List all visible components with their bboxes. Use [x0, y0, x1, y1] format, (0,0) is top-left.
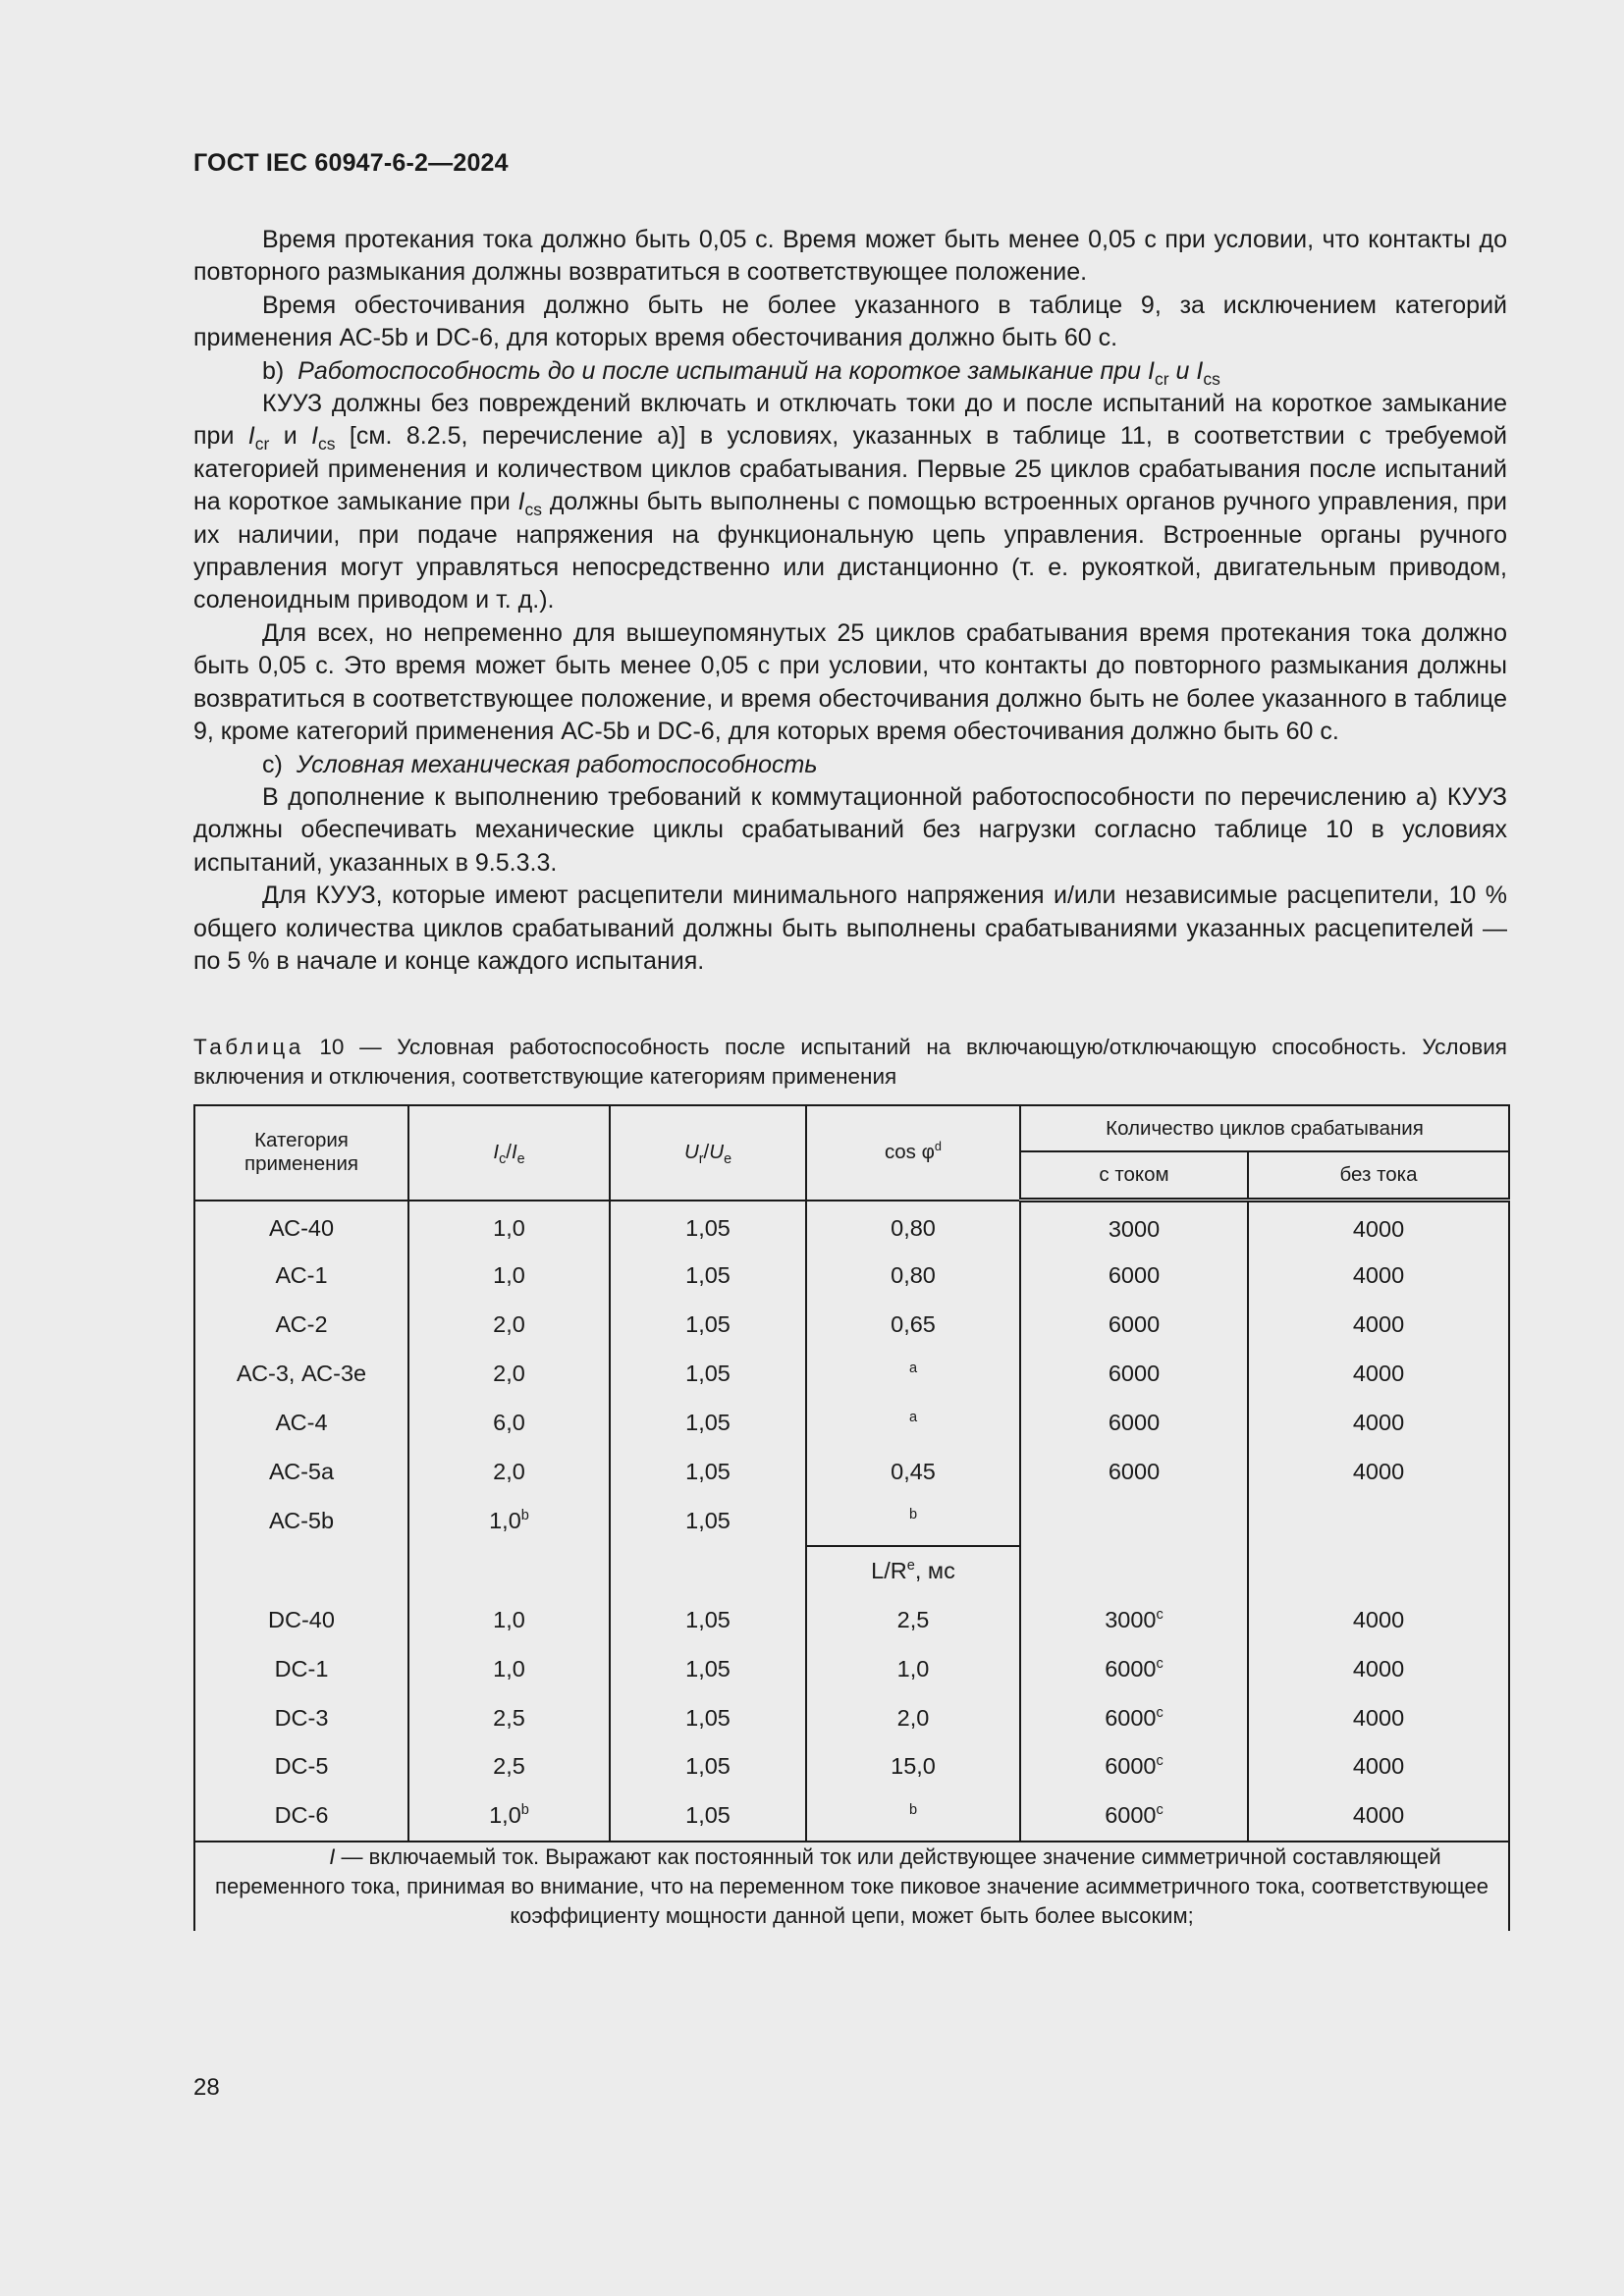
cell-ur: 1,05: [610, 1201, 806, 1253]
paragraph: В дополнение к выполнению требований к коммутационной работоспособности по перечислению а) КУУЗ должны обеспечивать механические циклы срабатываний без нагрузки согласно таблице 10 в условиях испытаний, указанных в 9.5.3.3.: [193, 782, 1507, 877]
table-row: [194, 1791, 1509, 1842]
cell-cat: DC-3: [194, 1693, 408, 1742]
cell-with: 6000$^c$: [1020, 1742, 1248, 1791]
cell-without: 4000: [1248, 1742, 1509, 1791]
page-number: 28: [193, 2074, 220, 2101]
table-row: [194, 1201, 1509, 1253]
cell-without: 4000: [1248, 1252, 1509, 1301]
cell-with: 6000$^c$: [1020, 1644, 1248, 1693]
cell-ic: 2,5: [408, 1693, 610, 1742]
cell-pf: 2,5: [806, 1596, 1020, 1645]
cell-with: 6000: [1020, 1447, 1248, 1496]
paragraph: Для КУУЗ, которые имеют расцепители минимального напряжения и/или независимые расцепители, 10 % общего количества циклов срабатываний должны быть выполнены срабатываниями указанных расцепителей — по 5 % в начале и конце каждого испытания.: [193, 881, 1507, 975]
cell-without: 4000: [1248, 1693, 1509, 1742]
cell-pf: 2,0: [806, 1693, 1020, 1742]
paragraph: Время обесточивания должно быть не более указанного в таблице 9, за исключением категорий применения АС-5b и DC-6, для которых время обесточивания должно быть 60 с.: [193, 291, 1507, 352]
table-row: [194, 1398, 1509, 1447]
cell-pf: a: [806, 1398, 1020, 1447]
cell-with: 6000: [1020, 1398, 1248, 1447]
table-note: I — включаемый ток. Выражают как постоянный ток или действующее значение симметричной составляющей переменного тока, принимая во внимание, что на переменном токе пиковое значение асимметричного тока, соответствующее коэффициенту мощности данной цепи, может быть более высоким;: [194, 1842, 1509, 1931]
cell-with: 3000$^c$: [1020, 1596, 1248, 1645]
cell-ic: 1,0$^b$: [408, 1496, 610, 1546]
cell-ic: 1,0: [408, 1201, 610, 1253]
cell-ur: 1,05: [610, 1644, 806, 1693]
cell-without: 4000: [1248, 1596, 1509, 1645]
header-voltage-ratio: $U_r/U_e$: [610, 1105, 806, 1201]
table-row: [194, 1742, 1509, 1791]
paragraph: Для всех, но непременно для вышеупомянутых 25 циклов срабатывания время протекания тока должно быть 0,05 с. Это время может быть менее 0,05 с при условии, что контакты до повторного размыкания должны возвратиться в соответствующее положение, и время обесточивания должно быть не более указанного в таблице 9, кроме категорий применения АС-5b и DC-6, для которых время обесточивания должно быть 60 с.: [193, 618, 1507, 746]
cell-without: 4000: [1248, 1201, 1509, 1253]
cell-ic: 1,0: [408, 1644, 610, 1693]
cell-with: 3000: [1020, 1201, 1248, 1253]
table-row: [194, 1350, 1509, 1399]
cell-without: 4000: [1248, 1447, 1509, 1496]
paragraph: Время протекания тока должно быть 0,05 с. Время может быть менее 0,05 с при условии, что контакты до повторного размыкания должны возвратиться в соответствующее положение.: [193, 226, 1507, 287]
header-category: Категория применения: [194, 1105, 408, 1201]
cell-ur: 1,05: [610, 1301, 806, 1350]
cell-ur: 1,05: [610, 1693, 806, 1742]
cell-cat: DC-6: [194, 1791, 408, 1842]
table-caption: Таблица 10 — Условная работоспособность после испытаний на включающую/отключающую способность. Условия включения и отключения, соответствующие категориям применения: [193, 1035, 1507, 1089]
cell-with: 6000$^c$: [1020, 1693, 1248, 1742]
cell-pf: b: [806, 1791, 1020, 1842]
header-current-ratio: $I_c/I_e$: [408, 1105, 610, 1201]
cell-cat: DC-40: [194, 1596, 408, 1645]
cell-without: 4000: [1248, 1350, 1509, 1399]
cell-cat: DC-5: [194, 1742, 408, 1791]
table-row: [194, 1596, 1509, 1645]
cell-pf: b: [806, 1496, 1020, 1546]
cell-ur: 1,05: [610, 1398, 806, 1447]
cell-ur: 1,05: [610, 1742, 806, 1791]
cell-ur: 1,05: [610, 1791, 806, 1842]
cell-with: 6000: [1020, 1301, 1248, 1350]
cell-cat: АС-1: [194, 1252, 408, 1301]
document-header: ГОСТ IEC 60947-6-2—2024: [193, 149, 509, 177]
cell-pf: 0,80: [806, 1252, 1020, 1301]
cell-without: 4000: [1248, 1791, 1509, 1842]
cell-ic: 6,0: [408, 1398, 610, 1447]
cell-without: 4000: [1248, 1301, 1509, 1350]
cell-with: 6000: [1020, 1350, 1248, 1399]
header-with-current: с током: [1020, 1151, 1248, 1201]
cell-pf: 0,80: [806, 1201, 1020, 1253]
header-cycles: Количество циклов срабатывания: [1020, 1105, 1509, 1151]
cell-ic: 2,0: [408, 1301, 610, 1350]
cell-pf: 0,45: [806, 1447, 1020, 1496]
cell-ic: 2,0: [408, 1447, 610, 1496]
header-without-current: без тока: [1248, 1151, 1509, 1201]
table-row: [194, 1447, 1509, 1496]
lr-subheader: $L/R^e$, мс: [806, 1546, 1020, 1596]
body-text: [193, 224, 1507, 978]
lr-subheader-row: [194, 1546, 1509, 1596]
cell-ur: 1,05: [610, 1596, 806, 1645]
cell-ic: 2,0: [408, 1350, 610, 1399]
cell-without: [1248, 1496, 1509, 1546]
cell-ic: 1,0: [408, 1596, 610, 1645]
cell-cat: DC-1: [194, 1644, 408, 1693]
cell-cat: АС-40: [194, 1201, 408, 1253]
cell-ic: 1,0: [408, 1252, 610, 1301]
cell-pf: 0,65: [806, 1301, 1020, 1350]
cell-with: 6000$^c$: [1020, 1791, 1248, 1842]
cell-with: [1020, 1496, 1248, 1546]
table-row: [194, 1693, 1509, 1742]
cell-ur: 1,05: [610, 1350, 806, 1399]
subsection-c-heading: c) Условная механическая работоспособность: [262, 750, 818, 778]
table-row: [194, 1496, 1509, 1546]
cell-cat: АС-4: [194, 1398, 408, 1447]
conditions-table: [193, 1104, 1510, 1931]
cell-ic: 1,0$^b$: [408, 1791, 610, 1842]
cell-ur: 1,05: [610, 1496, 806, 1546]
table-row: [194, 1644, 1509, 1693]
cell-cat: АС-3, АС-3е: [194, 1350, 408, 1399]
cell-pf: 15,0: [806, 1742, 1020, 1791]
cell-without: 4000: [1248, 1398, 1509, 1447]
cell-cat: АС-5а: [194, 1447, 408, 1496]
cell-cat: АС-2: [194, 1301, 408, 1350]
paragraph: КУУЗ должны без повреждений включать и отключать токи до и после испытаний на короткое замыкание при $I_{cr}$ и $I_{cs}$ [см. 8.2.5, перечисление а)] в условиях, указанных в таблице 11, в соответствии с требуемой категорией применения и количеством циклов срабатывания. Первые 25 циклов срабатывания после испытаний на короткое замыкание при $I_{cs}$ должны быть выполнены с помощью встроенных органов ручного управления, при их наличии, при подаче напряжения на функциональную цепь управления. Встроенные органы ручного управления могут управляться непосредственно или дистанционно (т. е. рукояткой, двигательным приводом, соленоидным приводом и т. д.).: [193, 390, 1508, 614]
table-row: [194, 1252, 1509, 1301]
cell-ic: 2,5: [408, 1742, 610, 1791]
cell-without: 4000: [1248, 1644, 1509, 1693]
cell-ur: 1,05: [610, 1447, 806, 1496]
subsection-b-heading: b) Работоспособность до и после испытаний на короткое замыкание при $I_{cr}$ и $I_{cs}$: [262, 356, 1220, 389]
cell-ur: 1,05: [610, 1252, 806, 1301]
table-row: [194, 1301, 1509, 1350]
cell-cat: АС-5b: [194, 1496, 408, 1546]
header-power-factor: $\cos \varphi^d$: [806, 1105, 1020, 1201]
cell-pf: a: [806, 1350, 1020, 1399]
cell-with: 6000: [1020, 1252, 1248, 1301]
table-note-row: [194, 1842, 1509, 1931]
cell-pf: 1,0: [806, 1644, 1020, 1693]
